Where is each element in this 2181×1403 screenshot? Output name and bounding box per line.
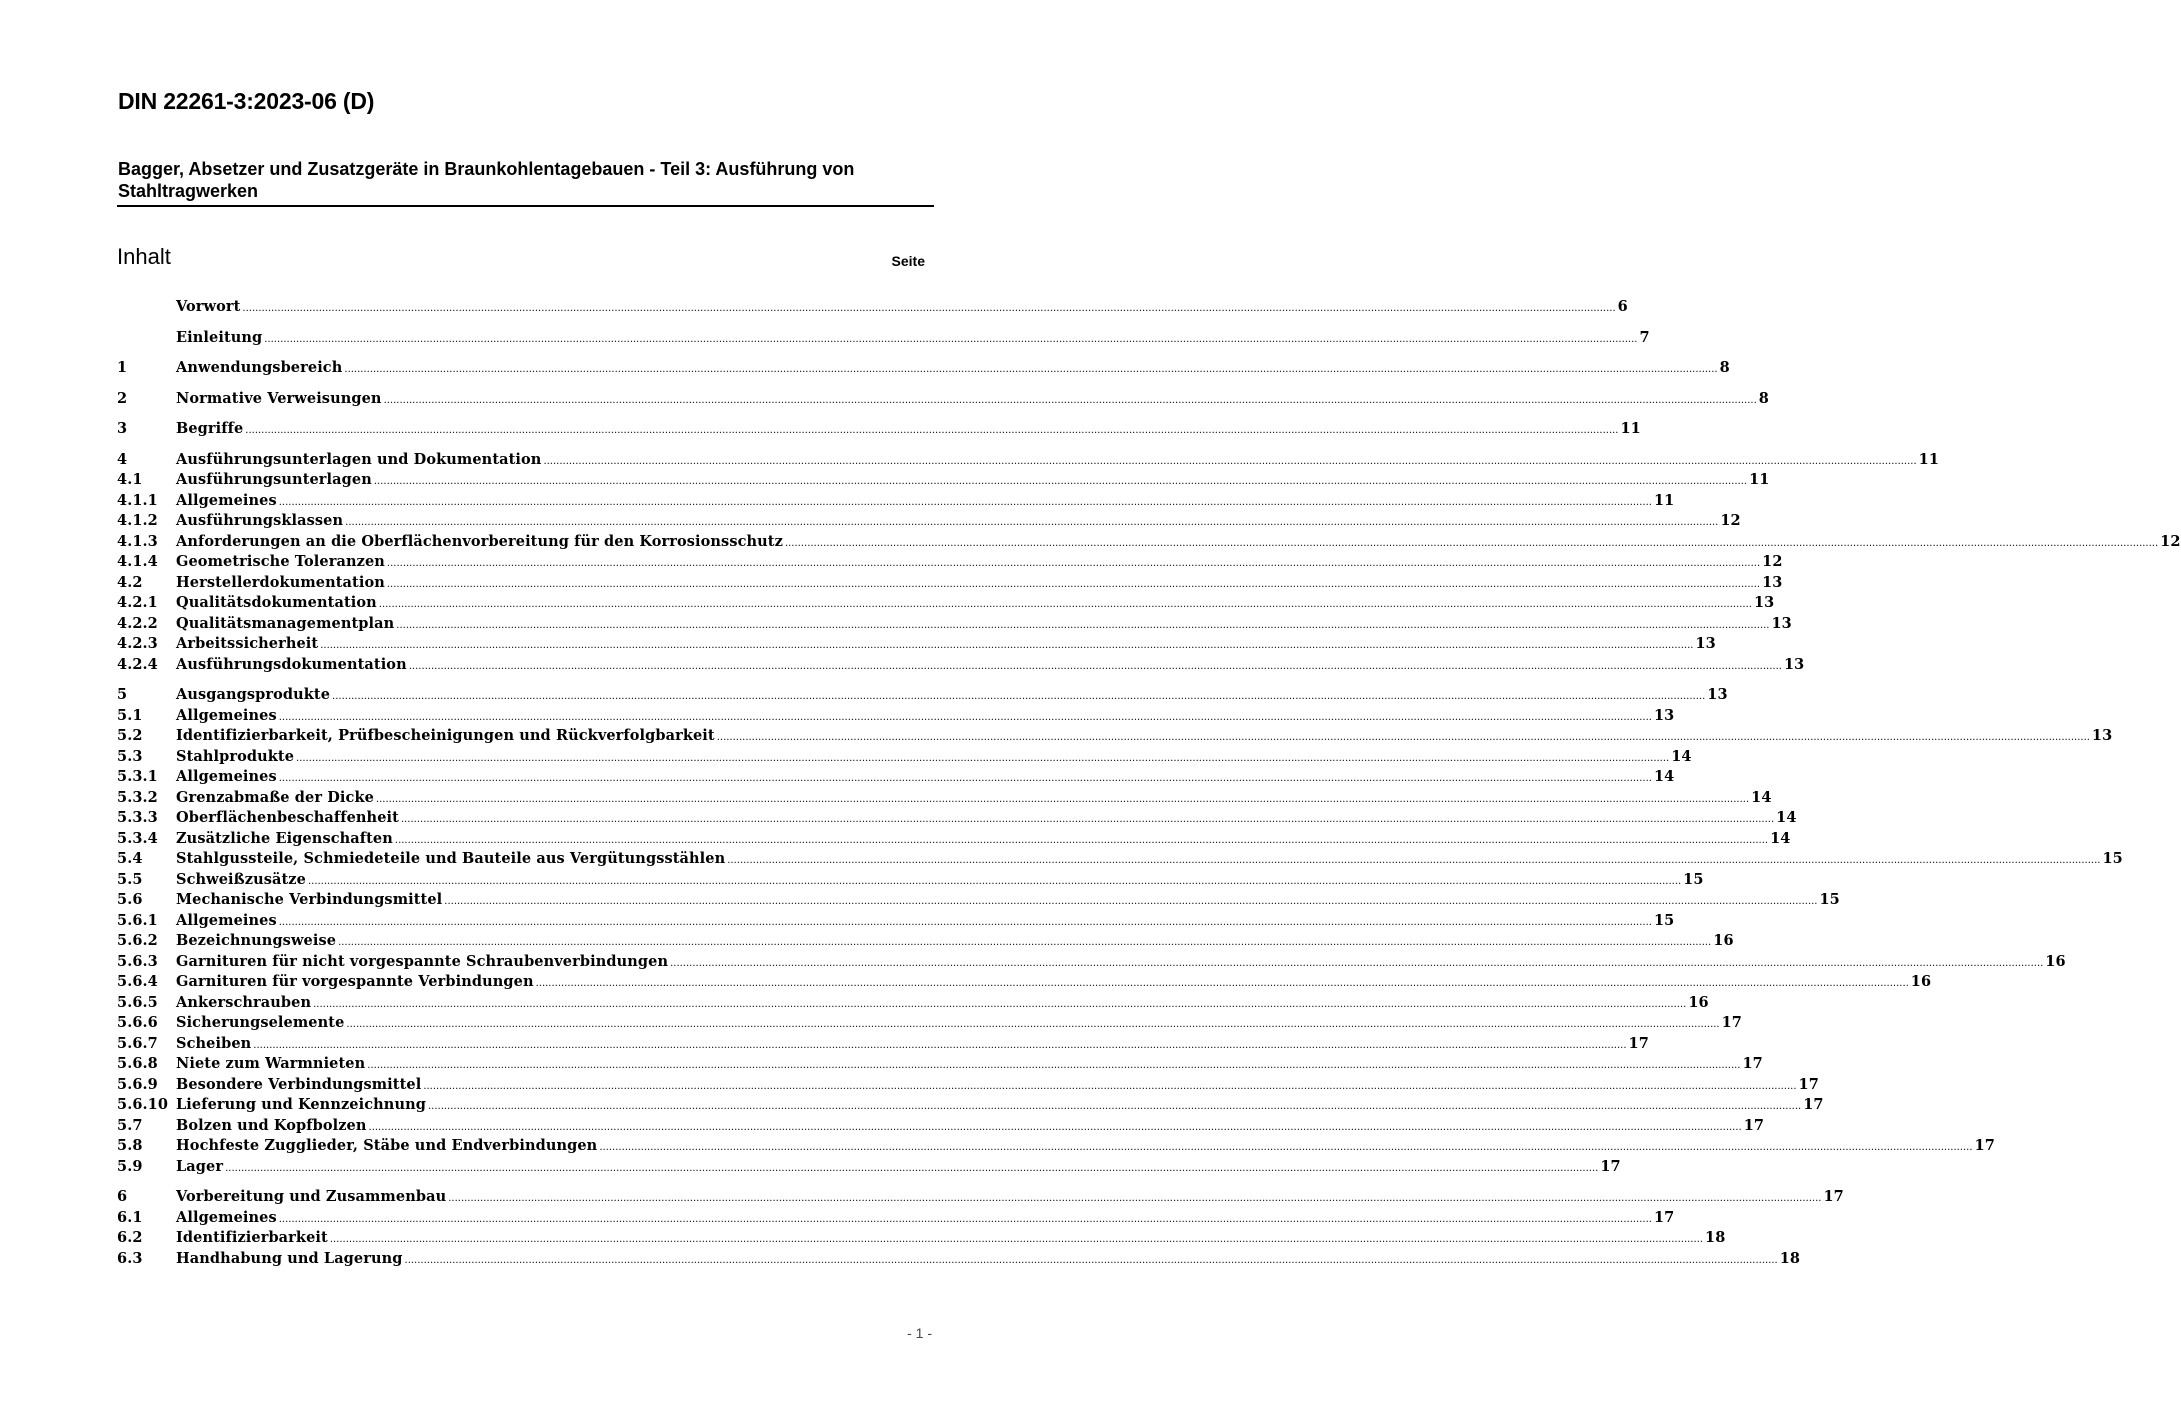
toc-entry-number: 4.1.3 <box>117 532 158 550</box>
toc-entry[interactable] <box>117 328 1650 349</box>
toc-dot-leader <box>253 1036 1626 1057</box>
toc-entry-title: Vorwort <box>176 298 241 315</box>
toc-entry[interactable] <box>117 931 1734 952</box>
toc-entry-title: Allgemeines <box>176 911 277 929</box>
toc-entry-page: 17 <box>1823 1188 1844 1205</box>
toc-entry[interactable] <box>117 1228 1726 1249</box>
toc-entry-number: 6.1 <box>117 1208 143 1226</box>
toc-entry-title: Bezeichnungsweise <box>176 932 337 949</box>
toc-entry-number: 5.6.1 <box>117 911 158 929</box>
toc-dot-leader <box>395 831 1768 852</box>
toc-dot-leader <box>330 1230 1703 1251</box>
toc-dot-leader <box>405 1251 1778 1272</box>
page-number: - 1 - <box>907 1325 932 1341</box>
toc-dot-leader <box>785 534 2158 555</box>
toc-entry[interactable] <box>117 1054 1763 1075</box>
toc-entry-title: Allgemeines <box>176 706 277 724</box>
toc-dot-leader <box>320 636 1693 657</box>
toc-entry[interactable] <box>117 358 1730 379</box>
toc-entry-page: 11 <box>1653 491 1675 509</box>
toc-dot-leader <box>242 299 1615 320</box>
toc-entry-title: Hochfeste Zugglieder, Stäbe und Endverbindungen <box>176 1137 598 1154</box>
document-id: DIN 22261-3:2023-06 (D) <box>118 88 375 114</box>
toc-entry-title: Stahlgussteile, Schmiedeteile und Bauteile aus Vergütungsstählen <box>176 850 726 867</box>
toc-entry-title: Qualitätsdokumentation <box>176 594 377 611</box>
toc-entry-number: 5.6.3 <box>117 952 158 970</box>
toc-entry-page: 11 <box>1918 450 1940 468</box>
toc-dot-leader <box>345 513 1718 534</box>
toc-entry-title: Sicherungselemente <box>176 1014 345 1031</box>
toc-dot-leader <box>444 892 1817 913</box>
toc-dot-leader <box>670 954 2043 975</box>
toc-entry-page: 11 <box>1620 420 1641 437</box>
toc-entry[interactable] <box>117 829 1791 850</box>
toc-entry[interactable] <box>117 1034 1649 1055</box>
toc-entry-title: Identifizierbarkeit, Prüfbescheinigungen und Rückverfolgbarkeit <box>176 727 715 744</box>
toc-entry-title: Handhabung und Lagerung <box>176 1249 403 1267</box>
toc-dot-leader <box>396 616 1769 637</box>
toc-entry[interactable] <box>117 593 1775 614</box>
toc-dot-leader <box>543 452 1916 473</box>
toc-entry[interactable] <box>117 808 1797 829</box>
toc-entry-title: Ausführungsklassen <box>176 512 344 529</box>
toc-entry[interactable] <box>117 1187 1844 1208</box>
toc-entry[interactable] <box>117 552 1783 573</box>
toc-entry[interactable] <box>117 1157 1621 1178</box>
toc-dot-leader <box>387 575 1760 596</box>
toc-entry-page: 14 <box>1653 768 1675 785</box>
toc-entry-number: 5.3.4 <box>117 829 158 847</box>
toc-entry[interactable] <box>117 470 1770 491</box>
toc-dot-leader <box>536 974 1909 995</box>
toc-entry-number: 5.6 <box>117 891 143 908</box>
toc-entry-page: 17 <box>1974 1137 1995 1154</box>
toc-entry-title: Anforderungen an die Oberflächenvorbereitung für den Korrosionsschutz <box>176 532 783 550</box>
toc-dot-leader <box>332 687 1705 708</box>
toc-entry-number: 5.6.6 <box>117 1014 158 1031</box>
toc-entry-page: 15 <box>1683 870 1704 888</box>
toc-entry-number: 5.3.2 <box>117 788 158 806</box>
toc-entry-title: Lieferung und Kennzeichnung <box>176 1096 426 1113</box>
toc-entry[interactable] <box>117 614 1792 635</box>
toc-entry[interactable] <box>117 1013 1742 1034</box>
toc-entry[interactable] <box>117 993 1709 1014</box>
toc-dot-leader <box>369 1118 1742 1139</box>
toc-entry-number: 5.6.8 <box>117 1055 158 1072</box>
toc-entry-title: Herstellerdokumentation <box>176 573 385 591</box>
toc-entry-number: 5.8 <box>117 1137 143 1154</box>
toc-entry[interactable] <box>117 911 1675 932</box>
toc-entry-title: Schweißzusätze <box>176 870 306 888</box>
toc-entry-number: 5.3.3 <box>117 809 158 826</box>
toc-entry-title: Bolzen und Kopfbolzen <box>176 1116 367 1134</box>
toc-dot-leader <box>338 933 1711 954</box>
toc-entry-page: 13 <box>1753 594 1775 611</box>
toc-entry-title: Lager <box>176 1157 224 1175</box>
toc-entry-page: 17 <box>1721 1014 1742 1031</box>
toc-entry[interactable] <box>117 389 1769 410</box>
toc-entry[interactable] <box>117 685 1728 706</box>
toc-entry-page: 8 <box>1719 359 1730 376</box>
toc-entry-page: 13 <box>1707 686 1728 703</box>
toc-entry-title: Geometrische Toleranzen <box>176 553 385 570</box>
toc-entry-number: 4.2 <box>117 573 143 591</box>
toc-entry[interactable] <box>117 952 2066 973</box>
toc-entry-title: Besondere Verbindungsmittel <box>176 1075 422 1093</box>
toc-entry-title: Allgemeines <box>176 491 277 509</box>
toc-entry-title: Arbeitssicherheit <box>176 635 319 652</box>
toc-entry-number: 5.6.2 <box>117 932 158 949</box>
document-title: Bagger, Absetzer und Zusatzgeräte in Braunkohlentagebauen - Teil 3: Ausführung von Stahltragwerken <box>118 159 855 201</box>
toc-entry[interactable] <box>117 450 1940 471</box>
toc-entry-page: 11 <box>1749 471 1770 488</box>
toc-entry-title: Stahlprodukte <box>176 747 295 765</box>
toc-dot-leader <box>245 421 1618 442</box>
toc-dot-leader <box>296 749 1669 770</box>
toc-entry-page: 17 <box>1743 1116 1765 1134</box>
toc-entry[interactable] <box>117 655 1805 676</box>
toc-entry-title: Grenzabmaße der Dicke <box>176 788 374 806</box>
toc-entry[interactable] <box>117 706 1675 727</box>
toc-entry-number: 4.1.2 <box>117 512 158 529</box>
toc-dot-leader <box>279 1210 1652 1231</box>
toc-entry-number: 5.4 <box>117 850 143 867</box>
toc-dot-leader <box>367 1056 1740 1077</box>
toc-entry[interactable] <box>117 1136 1995 1157</box>
toc-entry-number: 4.2.1 <box>117 594 158 611</box>
toc-entry[interactable] <box>117 747 1692 768</box>
title-divider <box>117 205 934 207</box>
toc-entry-number: 5.3 <box>117 747 143 765</box>
toc-entry-number: 4.2.3 <box>117 635 158 652</box>
toc-entry-number: 4.1.4 <box>117 553 158 570</box>
toc-entry[interactable] <box>117 297 1628 318</box>
toc-dot-leader <box>225 1159 1598 1180</box>
toc-dot-leader <box>346 1015 1719 1036</box>
toc-entry-page: 17 <box>1803 1096 1824 1113</box>
toc-entry-page: 16 <box>1910 973 1932 990</box>
toc-entry-title: Normative Verweisungen <box>176 389 382 407</box>
toc-entry-title: Garnituren für vorgespannte Verbindungen <box>176 973 534 990</box>
toc-dot-leader <box>279 913 1652 934</box>
toc-entry-number: 5.6.4 <box>117 973 158 990</box>
toc-entry-number: 6.3 <box>117 1249 143 1267</box>
toc-entry-title: Ankerschrauben <box>176 993 312 1011</box>
toc-entry[interactable] <box>117 1208 1675 1229</box>
toc-entry-number: 6 <box>117 1188 128 1205</box>
toc-entry[interactable] <box>117 419 1641 440</box>
toc-entry-page: 13 <box>1771 614 1792 632</box>
toc-entry[interactable] <box>117 1116 1765 1137</box>
toc-dot-leader <box>401 810 1774 831</box>
toc-entry-page: 12 <box>2160 532 2181 550</box>
toc-entry-title: Identifizierbarkeit <box>176 1229 328 1246</box>
toc-entry-number: 5.3.1 <box>117 768 158 785</box>
toc-dot-leader <box>409 657 1782 678</box>
toc-entry-title: Vorbereitung und Zusammenbau <box>176 1188 447 1205</box>
toc-entry-page: 14 <box>1671 747 1692 765</box>
toc-entry-title: Ausführungsunterlagen <box>176 471 372 488</box>
toc-entry[interactable] <box>117 788 1772 809</box>
toc-dot-leader <box>308 872 1681 893</box>
toc-dot-leader <box>313 995 1686 1016</box>
toc-entry-page: 16 <box>1713 932 1734 949</box>
toc-entry-page: 14 <box>1776 809 1797 826</box>
toc-entry-number: 5.5 <box>117 870 143 888</box>
toc-entry[interactable] <box>117 511 1741 532</box>
toc-entry[interactable] <box>117 890 1840 911</box>
toc-entry-number: 5.6.7 <box>117 1034 158 1052</box>
toc-entry-number: 5.2 <box>117 727 143 744</box>
toc-entry-title: Oberflächenbeschaffenheit <box>176 809 399 826</box>
toc-entry-page: 13 <box>1695 635 1716 652</box>
toc-dot-leader <box>279 708 1652 729</box>
toc-entry-page: 17 <box>1798 1075 1819 1093</box>
toc-dot-leader <box>376 790 1749 811</box>
toc-entry-title: Qualitätsmanagementplan <box>176 614 395 632</box>
toc-entry-number: 5.6.10 <box>117 1096 169 1113</box>
toc-entry-number: 5 <box>117 686 128 703</box>
toc-entry-number: 4.2.2 <box>117 614 158 632</box>
toc-dot-leader <box>384 391 1757 412</box>
toc-entry[interactable] <box>117 767 1675 788</box>
toc-entry-page: 15 <box>1653 911 1675 929</box>
toc-entry-number: 2 <box>117 389 128 407</box>
toc-entry[interactable] <box>117 1249 1801 1270</box>
toc-entry[interactable] <box>117 532 2181 553</box>
toc-entry[interactable] <box>117 726 2113 747</box>
toc-entry-page: 13 <box>1653 706 1675 724</box>
toc-dot-leader <box>717 728 2090 749</box>
toc-entry-number: 3 <box>117 420 128 437</box>
toc-entry-page: 12 <box>1762 553 1783 570</box>
toc-dot-leader <box>344 360 1717 381</box>
toc-heading: Inhalt <box>117 244 171 269</box>
toc-entry-number: 6.2 <box>117 1229 143 1246</box>
toc-dot-leader <box>279 493 1652 514</box>
table-of-contents <box>117 297 2181 1269</box>
toc-entry-page: 17 <box>1600 1157 1621 1175</box>
toc-entry-page: 13 <box>1762 573 1783 591</box>
toc-entry-number: 5.9 <box>117 1157 143 1175</box>
toc-entry-title: Niete zum Warmnieten <box>176 1055 366 1072</box>
toc-entry-page: 14 <box>1751 788 1772 806</box>
toc-dot-leader <box>374 472 1747 493</box>
toc-entry[interactable] <box>117 491 1675 512</box>
toc-entry-title: Begriffe <box>176 420 244 437</box>
toc-entry[interactable] <box>117 1095 1824 1116</box>
toc-entry-page: 18 <box>1705 1229 1726 1246</box>
toc-entry-number: 5.1 <box>117 706 143 724</box>
toc-entry-page: 12 <box>1720 512 1741 529</box>
toc-entry-page: 15 <box>1819 891 1840 908</box>
toc-page-column-label: Seite <box>891 253 925 269</box>
toc-entry-number: 4.2.4 <box>117 655 158 673</box>
toc-entry-page: 15 <box>2102 850 2123 867</box>
toc-entry-page: 17 <box>1628 1034 1649 1052</box>
toc-entry-page: 8 <box>1758 389 1769 407</box>
toc-entry-title: Scheiben <box>176 1034 252 1052</box>
toc-entry-page: 14 <box>1770 829 1791 847</box>
toc-entry[interactable] <box>117 1075 1819 1096</box>
toc-entry-page: 13 <box>1783 655 1805 673</box>
toc-entry[interactable] <box>117 573 1783 594</box>
toc-entry[interactable] <box>117 634 1716 655</box>
toc-entry-title: Zusätzliche Eigenschaften <box>176 829 393 847</box>
toc-entry-number: 4.1.1 <box>117 491 158 509</box>
toc-entry[interactable] <box>117 849 2123 870</box>
toc-entry-page: 16 <box>1688 993 1709 1011</box>
toc-entry[interactable] <box>117 972 1932 993</box>
toc-dot-leader <box>279 769 1652 790</box>
toc-entry-page: 16 <box>2045 952 2066 970</box>
toc-dot-leader <box>423 1077 1796 1098</box>
toc-entry-title: Ausgangsprodukte <box>176 686 331 703</box>
toc-entry-number: 1 <box>117 359 128 376</box>
toc-entry-title: Allgemeines <box>176 768 277 785</box>
toc-dot-leader <box>599 1138 1972 1159</box>
toc-dot-leader <box>448 1189 1821 1210</box>
toc-entry-number: 5.6.5 <box>117 993 158 1011</box>
toc-entry-title: Garnituren für nicht vorgespannte Schraubenverbindungen <box>176 952 669 970</box>
toc-dot-leader <box>727 851 2100 872</box>
toc-entry-title: Ausführungsunterlagen und Dokumentation <box>176 450 542 468</box>
toc-entry-title: Ausführungsdokumentation <box>176 655 407 673</box>
toc-entry-page: 7 <box>1639 328 1650 346</box>
toc-entry-title: Allgemeines <box>176 1208 277 1226</box>
toc-entry-title: Einleitung <box>176 328 263 346</box>
toc-dot-leader <box>264 330 1637 351</box>
toc-entry-page: 6 <box>1617 298 1628 315</box>
toc-entry-page: 13 <box>2091 727 2113 744</box>
toc-entry-number: 4 <box>117 450 128 468</box>
toc-entry-number: 4.1 <box>117 471 143 488</box>
toc-entry-page: 17 <box>1653 1208 1675 1226</box>
toc-entry[interactable] <box>117 870 1704 891</box>
toc-dot-leader <box>387 554 1760 575</box>
toc-entry-page: 17 <box>1742 1055 1763 1072</box>
toc-entry-title: Anwendungsbereich <box>176 359 343 376</box>
toc-entry-page: 18 <box>1779 1249 1801 1267</box>
toc-entry-number: 5.6.9 <box>117 1075 158 1093</box>
toc-dot-leader <box>379 595 1752 616</box>
toc-entry-number: 5.7 <box>117 1116 143 1134</box>
toc-dot-leader <box>428 1097 1801 1118</box>
toc-entry-title: Mechanische Verbindungsmittel <box>176 891 443 908</box>
